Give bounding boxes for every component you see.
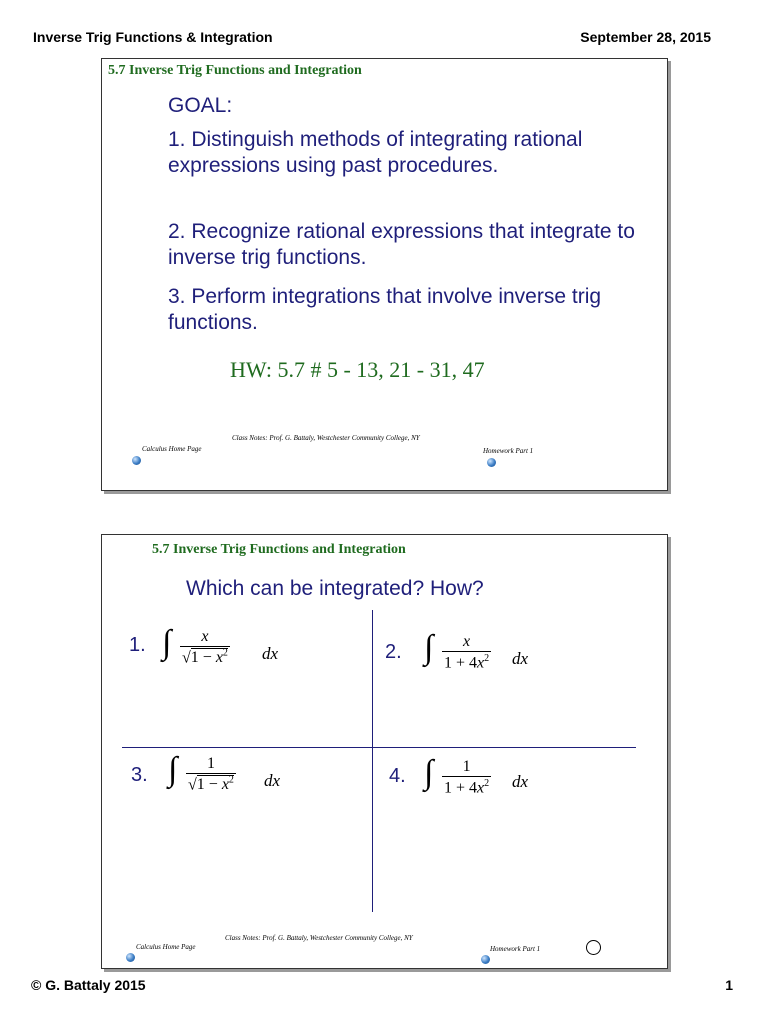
- problem-2-integral: [424, 629, 564, 685]
- globe-link-icon[interactable]: [132, 456, 141, 465]
- problem-2-denominator: $1 + 4x^2$: [444, 653, 490, 672]
- problem-1-integral: [162, 624, 302, 680]
- question-text: Which can be integrated? How?: [186, 577, 484, 600]
- slide-2: [101, 534, 668, 969]
- globe-link-icon[interactable]: [126, 953, 135, 962]
- problem-1-numerator: x: [201, 628, 209, 645]
- homework-assignment: HW: 5.7 # 5 - 13, 21 - 31, 47: [230, 357, 485, 382]
- quadrant-divider-horizontal: [122, 747, 636, 748]
- goal-item-1: 1. Distinguish methods of integrating rational expressions using past procedures.: [168, 128, 583, 177]
- page-header-date: September 28, 2015: [580, 29, 711, 45]
- goal-item-2: 2. Recognize rational expressions that integrate to inverse trig functions.: [168, 220, 635, 269]
- slide-2-title: 5.7 Inverse Trig Functions and Integration: [152, 542, 406, 557]
- problem-3-numerator: 1: [206, 755, 215, 772]
- slide-1: [101, 58, 668, 491]
- globe-link-icon[interactable]: [487, 458, 496, 467]
- problem-2-label: 2.: [385, 641, 402, 663]
- problem-3-integral: [168, 751, 308, 807]
- integral-sign: ∫: [168, 751, 178, 788]
- integral-sign: ∫: [424, 629, 434, 666]
- problem-3-differential: dx: [264, 771, 281, 790]
- homework-part-1-link[interactable]: Homework Part 1: [490, 945, 541, 953]
- globe-link-icon[interactable]: [481, 955, 490, 964]
- problem-3-label: 3.: [131, 764, 148, 786]
- quadrant-divider-vertical: [372, 610, 373, 912]
- problem-1-label: 1.: [129, 634, 146, 656]
- page-number: 1: [725, 977, 733, 993]
- problem-4-integral: [424, 754, 564, 810]
- problem-3-denominator: $√1 - x^2$: [188, 775, 234, 794]
- problem-4-differential: dx: [512, 772, 529, 791]
- problem-1-denominator: $√1 - x^2$: [182, 648, 228, 667]
- problem-4-denominator: $1 + 4x^2$: [444, 778, 490, 797]
- integral-sign: ∫: [162, 624, 172, 661]
- class-notes-credit: Class Notes: Prof. G. Battaly, Westchester Community College, NY: [232, 434, 420, 442]
- page-header-title: Inverse Trig Functions & Integration: [33, 29, 273, 45]
- problem-4-label: 4.: [389, 765, 406, 787]
- problem-1-differential: dx: [262, 644, 279, 663]
- slide-1-title: 5.7 Inverse Trig Functions and Integration: [108, 63, 362, 78]
- class-notes-credit: Class Notes: Prof. G. Battaly, Westchester Community College, NY: [225, 934, 413, 942]
- homework-part-1-link[interactable]: Homework Part 1: [483, 447, 534, 455]
- problem-2-numerator: x: [463, 633, 471, 650]
- calculus-home-link[interactable]: Calculus Home Page: [136, 943, 196, 951]
- problem-2-differential: dx: [512, 649, 529, 668]
- circle-icon: [586, 940, 601, 955]
- problem-4-numerator: 1: [462, 758, 471, 775]
- calculus-home-link[interactable]: Calculus Home Page: [142, 445, 202, 453]
- goal-heading: GOAL:: [168, 94, 233, 117]
- page-footer-copyright: © G. Battaly 2015: [31, 977, 146, 993]
- integral-sign: ∫: [424, 754, 434, 791]
- goal-item-3: 3. Perform integrations that involve inverse trig functions.: [168, 285, 602, 334]
